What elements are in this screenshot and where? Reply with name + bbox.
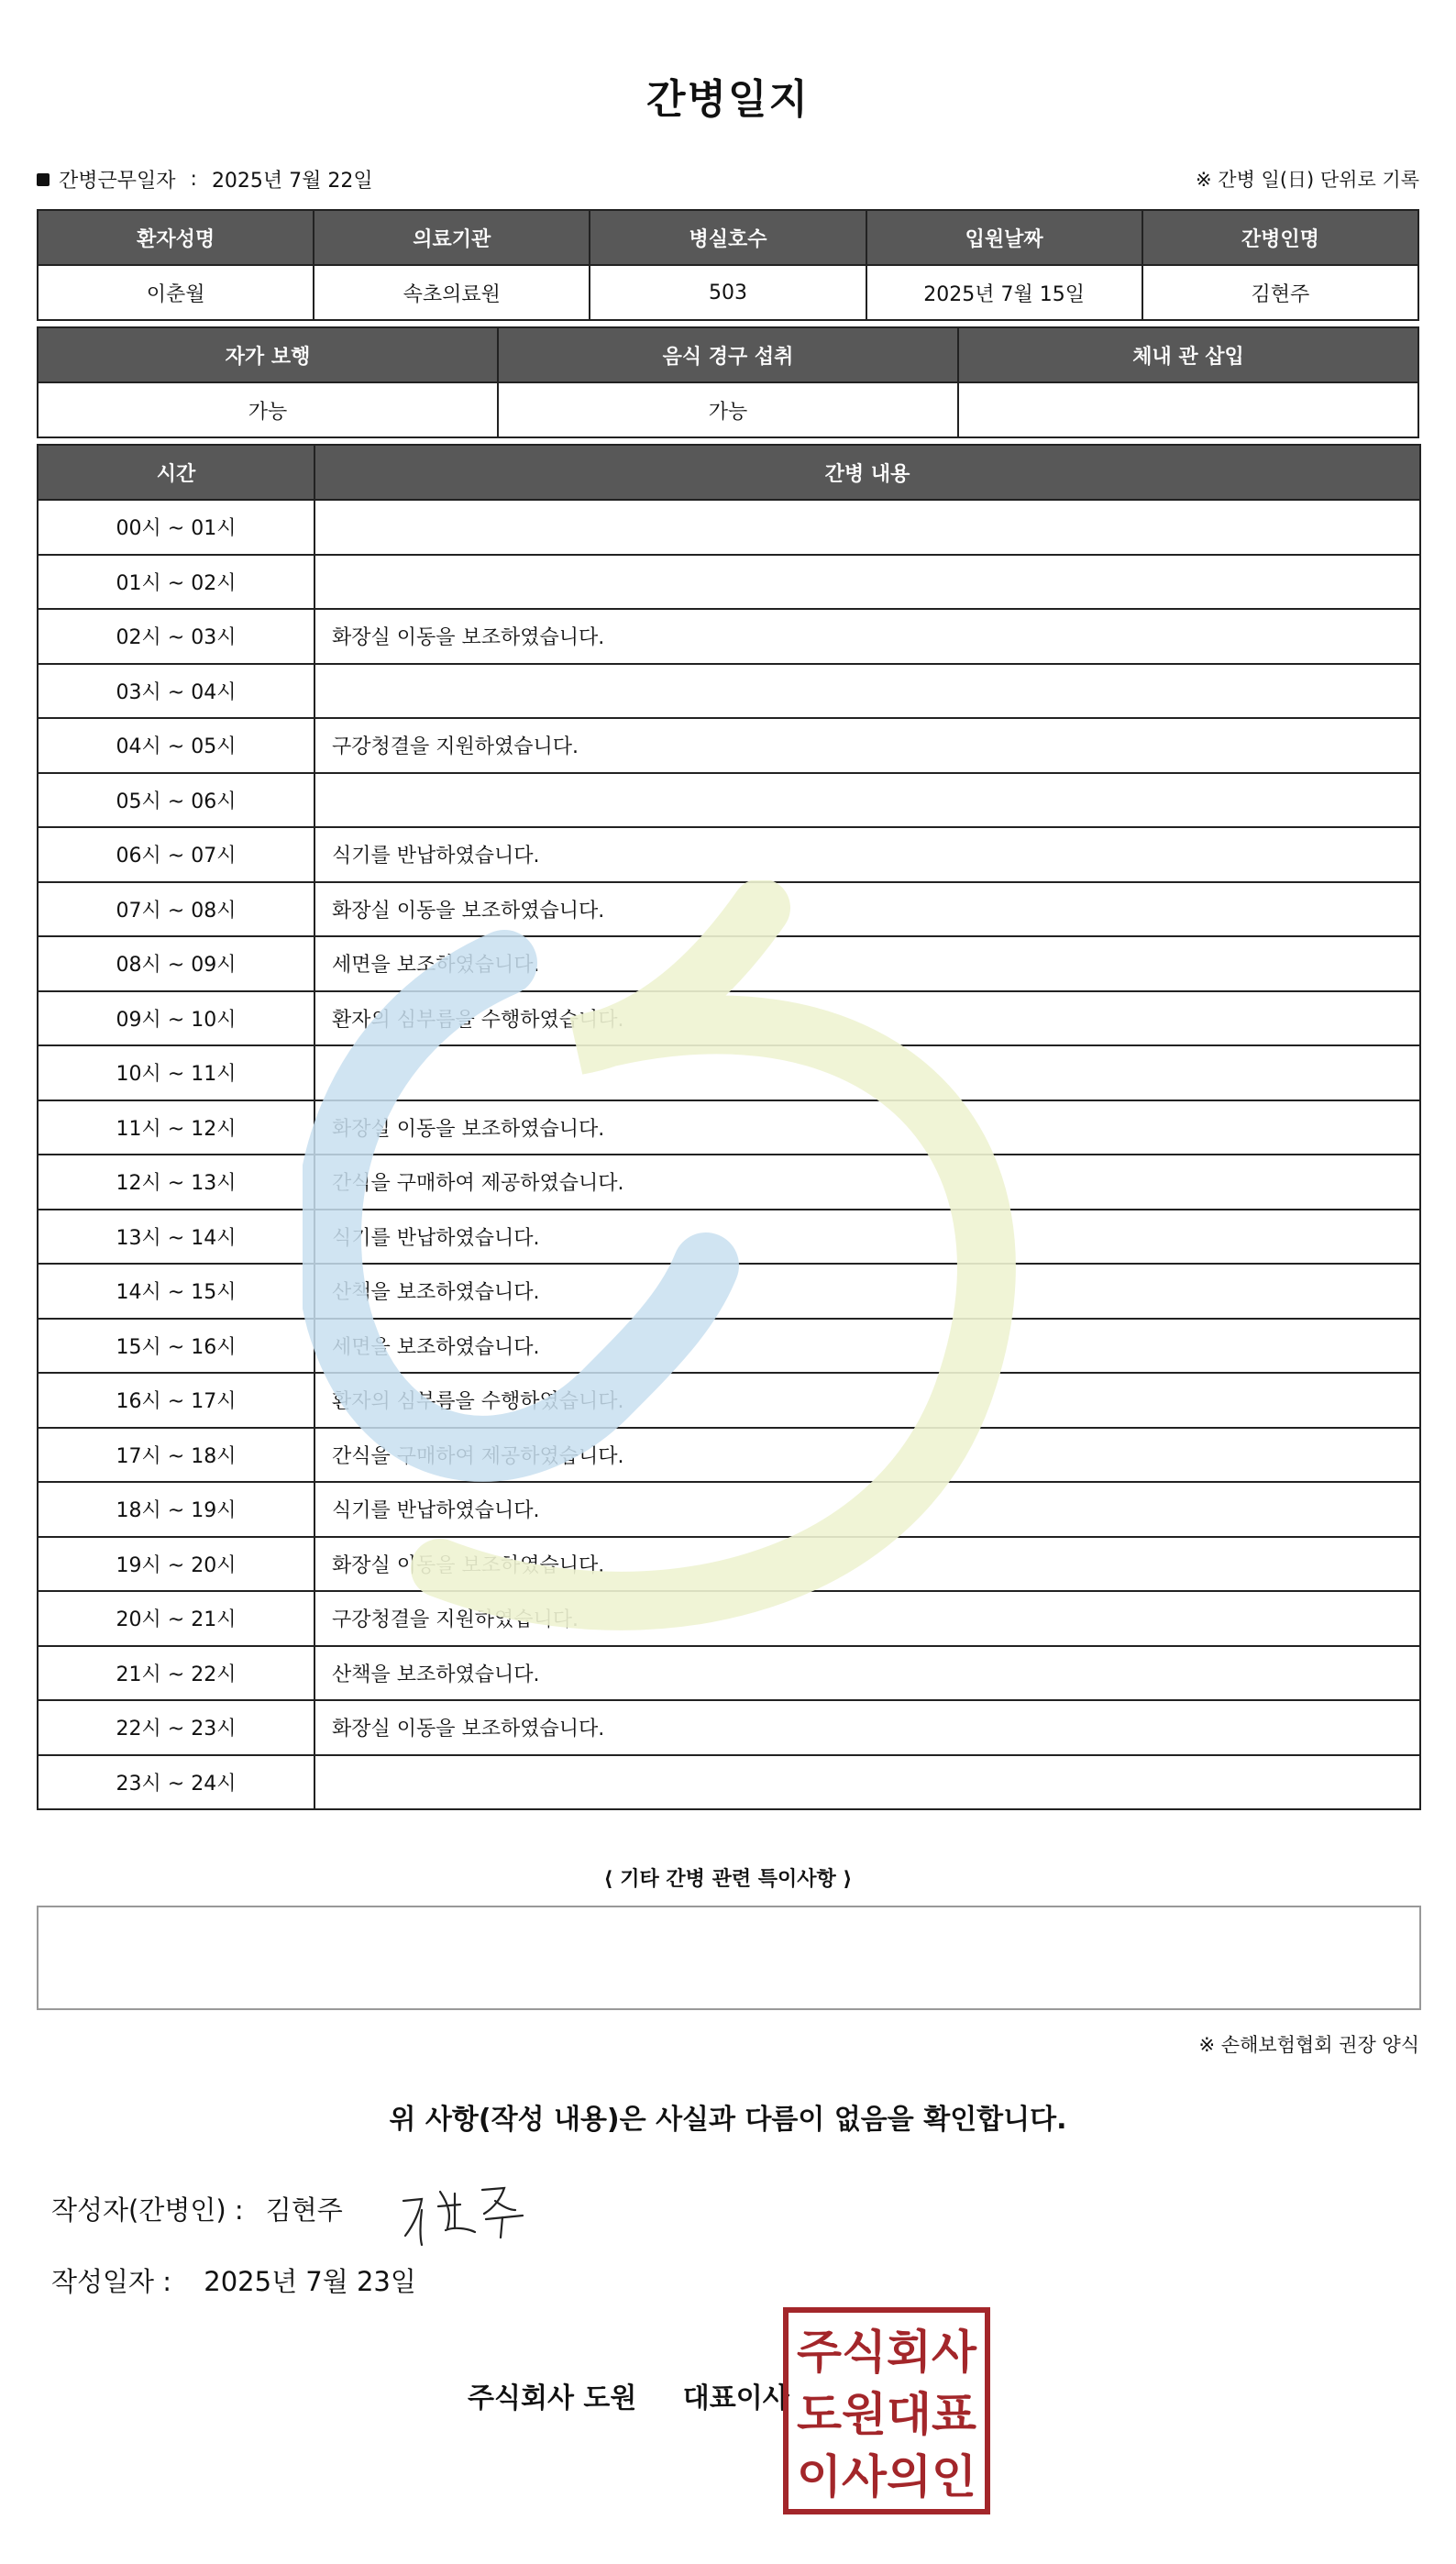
header-care-content: 간병 내용 (314, 445, 1420, 500)
care-content-cell (314, 664, 1420, 719)
time-cell: 04시 ~ 05시 (38, 718, 314, 773)
header-tube-insertion: 체내 관 삽입 (958, 327, 1418, 382)
table-row (38, 1591, 1420, 1646)
hospital-name: 속초의료원 (314, 265, 590, 320)
bullet-square-icon (37, 173, 50, 186)
time-cell: 13시 ~ 14시 (38, 1210, 314, 1265)
table-row (38, 1373, 1420, 1428)
time-cell: 16시 ~ 17시 (38, 1373, 314, 1428)
written-date-row (51, 2261, 416, 2299)
seal-line: 도원대표 (797, 2388, 977, 2441)
time-cell: 03시 ~ 04시 (38, 664, 314, 719)
header-room: 병실호수 (590, 210, 866, 265)
care-content-cell: 식기를 반납하였습니다. (314, 827, 1420, 882)
table-row (38, 1482, 1420, 1537)
care-content-cell: 화장실 이동을 보조하였습니다. (314, 1100, 1420, 1155)
confirmation-statement: 위 사항(작성 내용)은 사실과 다름이 없음을 확인합니다. (389, 2104, 1067, 2136)
recommend-note: ※ 손해보험협회 권장 양식 (1198, 2034, 1419, 2056)
care-content-cell: 화장실 이동을 보조하였습니다. (314, 1537, 1420, 1592)
care-content-cell: 화장실 이동을 보조하였습니다. (314, 609, 1420, 664)
time-cell: 11시 ~ 12시 (38, 1100, 314, 1155)
time-cell: 21시 ~ 22시 (38, 1646, 314, 1701)
time-cell: 20시 ~ 21시 (38, 1591, 314, 1646)
time-cell: 02시 ~ 03시 (38, 609, 314, 664)
care-content-cell: 간식을 구매하여 제공하였습니다. (314, 1428, 1420, 1483)
written-date-label: 작성일자 : (51, 2266, 172, 2297)
table-row (38, 609, 1420, 664)
patient-info-table (37, 209, 1419, 321)
work-date-label: 간병근무일자 (59, 170, 176, 193)
care-content-cell: 구강청결을 지원하였습니다. (314, 718, 1420, 773)
care-content-cell: 산책을 보조하였습니다. (314, 1646, 1420, 1701)
seal-text (797, 2326, 977, 2503)
table-row (38, 1264, 1420, 1319)
table-row (38, 1700, 1420, 1755)
seal-line: 주식회사 (797, 2326, 977, 2379)
care-content-cell: 간식을 구매하여 제공하였습니다. (314, 1155, 1420, 1210)
time-cell: 18시 ~ 19시 (38, 1482, 314, 1537)
header-patient-name: 환자성명 (38, 210, 314, 265)
header-admission-date: 입원날짜 (866, 210, 1142, 265)
time-cell: 15시 ~ 16시 (38, 1319, 314, 1374)
table-row (38, 1100, 1420, 1155)
table-row (38, 1646, 1420, 1701)
table-row (38, 1155, 1420, 1210)
meta-row (37, 165, 1419, 198)
remarks-box (37, 1906, 1421, 2010)
time-cell: 09시 ~ 10시 (38, 991, 314, 1046)
care-content-cell: 화장실 이동을 보조하였습니다. (314, 882, 1420, 937)
work-date-separator: : (190, 168, 197, 191)
care-content-cell: 산책을 보조하였습니다. (314, 1264, 1420, 1319)
header-self-walking: 자가 보행 (38, 327, 498, 382)
table-row (38, 773, 1420, 828)
table-row (38, 500, 1420, 555)
caregiver-name: 김현주 (1142, 265, 1418, 320)
care-content-cell: 화장실 이동을 보조하였습니다. (314, 1700, 1420, 1755)
admission-date: 2025년 7월 15일 (866, 265, 1142, 320)
page-title: 간병일지 (645, 76, 810, 123)
care-content-cell (314, 555, 1420, 610)
company-role: 대표이사 (682, 2382, 789, 2415)
care-content-cell: 세면을 보조하였습니다. (314, 936, 1420, 991)
table-row (38, 1319, 1420, 1374)
record-unit-note: ※ 간병 일(日) 단위로 기록 (1196, 169, 1419, 191)
header-caregiver: 간병인명 (1142, 210, 1418, 265)
self-walking-value: 가능 (38, 382, 498, 437)
time-cell: 08시 ~ 09시 (38, 936, 314, 991)
writer-label: 작성자(간병인) : (51, 2194, 244, 2226)
table-row (38, 555, 1420, 610)
company-name: 주식회사 도원 (468, 2382, 637, 2415)
care-content-cell: 구강청결을 지원하였습니다. (314, 1591, 1420, 1646)
work-date (37, 165, 373, 193)
table-row (38, 1045, 1420, 1100)
care-content-cell: 환자의 심부름을 수행하였습니다. (314, 991, 1420, 1046)
care-log-table (37, 444, 1421, 1810)
work-date-value: 2025년 7월 22일 (211, 170, 373, 193)
patient-name: 이춘월 (38, 265, 314, 320)
company-seal-stamp (783, 2307, 990, 2514)
header-time: 시간 (38, 445, 314, 500)
table-row (38, 1210, 1420, 1265)
handwritten-signature (394, 2173, 541, 2247)
seal-line: 이사의인 (797, 2450, 976, 2503)
writer-name: 김현주 (265, 2194, 343, 2226)
time-cell: 12시 ~ 13시 (38, 1155, 314, 1210)
header-oral-intake: 음식 경구 섭취 (498, 327, 958, 382)
table-row (38, 882, 1420, 937)
room-number: 503 (590, 265, 866, 320)
table-row (38, 718, 1420, 773)
company-signoff (468, 2375, 789, 2415)
time-cell: 06시 ~ 07시 (38, 827, 314, 882)
table-row (38, 991, 1420, 1046)
care-content-cell (314, 500, 1420, 555)
time-cell: 07시 ~ 08시 (38, 882, 314, 937)
header-hospital: 의료기관 (314, 210, 590, 265)
time-cell: 14시 ~ 15시 (38, 1264, 314, 1319)
time-cell: 22시 ~ 23시 (38, 1700, 314, 1755)
oral-intake-value: 가능 (498, 382, 958, 437)
writer-row (51, 2190, 343, 2227)
time-cell: 19시 ~ 20시 (38, 1537, 314, 1592)
table-row (38, 664, 1420, 719)
table-row (38, 1428, 1420, 1483)
care-log-rows (38, 500, 1420, 1809)
table-row (38, 1537, 1420, 1592)
time-cell: 23시 ~ 24시 (38, 1755, 314, 1810)
tube-insertion-value (958, 382, 1418, 437)
remarks-title: ⟨ 기타 간병 관련 특이사항 ⟩ (603, 1868, 853, 1891)
time-cell: 01시 ~ 02시 (38, 555, 314, 610)
time-cell: 17시 ~ 18시 (38, 1428, 314, 1483)
patient-status-table (37, 326, 1419, 438)
time-cell: 10시 ~ 11시 (38, 1045, 314, 1100)
time-cell: 05시 ~ 06시 (38, 773, 314, 828)
time-cell: 00시 ~ 01시 (38, 500, 314, 555)
care-content-cell (314, 773, 1420, 828)
care-content-cell: 세면을 보조하였습니다. (314, 1319, 1420, 1374)
care-content-cell: 환자의 심부름을 수행하였습니다. (314, 1373, 1420, 1428)
care-content-cell (314, 1045, 1420, 1100)
care-content-cell (314, 1755, 1420, 1810)
care-content-cell: 식기를 반납하였습니다. (314, 1482, 1420, 1537)
written-date-value: 2025년 7월 23일 (204, 2266, 416, 2297)
table-row (38, 1755, 1420, 1810)
table-row (38, 936, 1420, 991)
care-content-cell: 식기를 반납하였습니다. (314, 1210, 1420, 1265)
table-row (38, 827, 1420, 882)
